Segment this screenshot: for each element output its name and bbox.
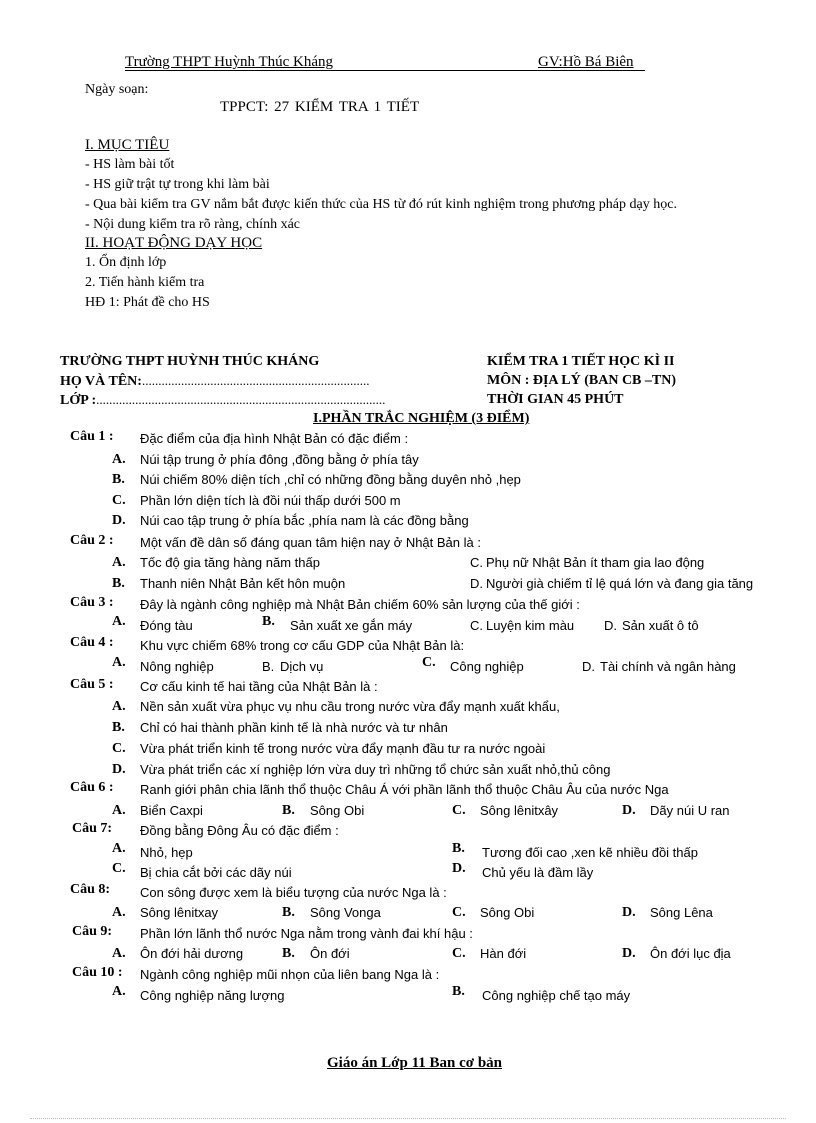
option-letter: B. bbox=[282, 946, 295, 961]
option-letter: A. bbox=[112, 614, 126, 629]
question-text: Đặc điểm của địa hình Nhật Bản có đặc điểm : bbox=[140, 431, 409, 446]
option-text: Sản xuất xe gắn máy bbox=[290, 618, 413, 633]
option-text: Ôn đới bbox=[310, 946, 350, 961]
option-text: Núi tập trung ở phía đông ,đồng bằng ở phía tây bbox=[140, 452, 419, 467]
option-text: Phần lớn diện tích là đồi núi thấp dưới 500 m bbox=[140, 493, 401, 508]
exam-school: TRƯỜNG THPT HUỲNH THÚC KHÁNG bbox=[60, 354, 320, 369]
question-text: Ranh giới phân chia lãnh thổ thuộc Châu Á với phần lãnh thổ thuộc Châu Âu của nước Nga bbox=[140, 782, 669, 797]
option-text: Bị chia cắt bởi các dãy núi bbox=[140, 865, 292, 880]
option-letter: C. bbox=[112, 493, 126, 508]
lesson-title: TPPCT: 27 KIỂM TRA 1 TIẾT bbox=[220, 99, 420, 115]
exam-time: THỜI GIAN 45 PHÚT bbox=[487, 392, 624, 407]
question-text: Khu vực chiếm 68% trong cơ cấu GDP của Nhật Bản là: bbox=[140, 638, 465, 653]
question-label: Câu 10 : bbox=[72, 965, 123, 980]
option-letter: B. bbox=[282, 905, 295, 920]
section1-item: - HS giữ trật tự trong khi làm bài bbox=[85, 177, 270, 192]
prep-date-label: Ngày soạn: bbox=[85, 82, 149, 97]
exam-title: KIỂM TRA 1 TIẾT HỌC KÌ II bbox=[487, 354, 675, 369]
option-text: Núi chiếm 80% diện tích ,chỉ có những đồng bằng duyên nhỏ ,hẹp bbox=[140, 472, 521, 487]
option-text: Sông lênitxay bbox=[140, 905, 219, 920]
question-label: Câu 9: bbox=[72, 924, 113, 939]
option-letter: A. bbox=[112, 555, 126, 570]
option-text: Biển Caxpi bbox=[140, 803, 203, 818]
option-letter: D. bbox=[470, 576, 483, 591]
option-text: Sông Lêna bbox=[650, 905, 713, 920]
option-letter: A. bbox=[112, 946, 126, 961]
option-letter: B. bbox=[452, 841, 465, 856]
section2-heading: II. HOẠT ĐỘNG DẠY HỌC bbox=[85, 235, 263, 251]
option-text: Tương đối cao ,xen kẽ nhiều đồi thấp bbox=[482, 845, 698, 860]
question-label: Câu 3 : bbox=[70, 595, 114, 610]
option-letter: D. bbox=[582, 659, 595, 674]
option-text: Chủ yếu là đầm lầy bbox=[482, 865, 594, 880]
option-text: Hàn đới bbox=[480, 946, 527, 961]
option-letter: B. bbox=[112, 720, 125, 735]
option-text: Công nghiệp bbox=[450, 659, 524, 674]
option-text: Sông lênitxây bbox=[480, 803, 559, 818]
question-text: Đồng bằng Đông Âu có đặc điểm : bbox=[140, 823, 339, 838]
option-letter: C. bbox=[452, 946, 466, 961]
section1-item: - Nội dung kiểm tra rõ ràng, chính xác bbox=[85, 217, 300, 232]
option-text: Sông Vonga bbox=[310, 905, 381, 920]
option-letter: A. bbox=[112, 655, 126, 670]
option-letter: D. bbox=[622, 946, 636, 961]
option-letter: D. bbox=[622, 803, 636, 818]
section1-heading: I. MỤC TIÊU bbox=[85, 137, 170, 153]
section2-item: 1. Ổn định lớp bbox=[85, 255, 167, 270]
option-letter: C. bbox=[112, 861, 126, 876]
option-letter: A. bbox=[112, 699, 126, 714]
option-letter: D. bbox=[452, 861, 466, 876]
option-letter: B. bbox=[262, 614, 275, 629]
question-label: Câu 4 : bbox=[70, 635, 114, 650]
option-letter: C. bbox=[112, 741, 126, 756]
name-blank: ...................................................................... bbox=[141, 373, 370, 388]
exam-subject: MÔN : ĐỊA LÝ (BAN CB –TN) bbox=[487, 373, 676, 388]
option-letter: A. bbox=[112, 984, 126, 999]
question-label: Câu 1 : bbox=[70, 429, 114, 444]
option-letter: D. bbox=[604, 618, 617, 633]
option-text: Dịch vụ bbox=[280, 659, 324, 674]
section1-item: - HS làm bài tốt bbox=[85, 157, 175, 172]
option-letter: A. bbox=[112, 841, 126, 856]
option-letter: C. bbox=[452, 803, 466, 818]
option-letter: C. bbox=[470, 618, 483, 633]
option-text: Luyện kim màu bbox=[486, 618, 575, 633]
question-label: Câu 6 : bbox=[70, 780, 114, 795]
option-text: Ôn đới hải dương bbox=[140, 946, 244, 961]
question-text: Ngành công nghiệp mũi nhọn của liên bang Nga là : bbox=[140, 967, 440, 982]
option-text: Công nghiệp năng lượng bbox=[140, 988, 285, 1003]
question-label: Câu 8: bbox=[70, 882, 111, 897]
question-text: Một vấn đề dân số đáng quan tâm hiện nay ở Nhật Bản là : bbox=[140, 535, 481, 550]
option-text: Công nghiệp chế tạo máy bbox=[482, 988, 631, 1003]
option-letter: C. bbox=[422, 655, 436, 670]
option-text: Chỉ có hai thành phần kinh tế là nhà nước và tư nhân bbox=[140, 720, 448, 735]
option-text: Ôn đới lục địa bbox=[650, 946, 731, 961]
option-text: Đóng tàu bbox=[140, 618, 193, 633]
exam-class-label: LỚP :......................................................................................... bbox=[60, 392, 386, 408]
option-text: Dãy núi U ran bbox=[650, 803, 730, 818]
option-letter: B. bbox=[452, 984, 465, 999]
option-letter: D. bbox=[112, 513, 126, 528]
option-text: Tài chính và ngân hàng bbox=[600, 659, 736, 674]
option-text: Người già chiếm tỉ lệ quá lớn và đang gia tăng bbox=[486, 576, 754, 591]
option-text: Sản xuất ô tô bbox=[622, 618, 699, 633]
option-text: Nông nghiệp bbox=[140, 659, 214, 674]
option-letter: C. bbox=[452, 905, 466, 920]
question-label: Câu 7: bbox=[72, 821, 113, 836]
section2-item: 2. Tiến hành kiểm tra bbox=[85, 275, 205, 290]
question-text: Con sông được xem là biểu tượng của nước Nga là : bbox=[140, 885, 447, 900]
option-letter: A. bbox=[112, 905, 126, 920]
option-text: Nền sản xuất vừa phục vụ nhu cầu trong nước vừa đẩy mạnh xuất khẩu, bbox=[140, 699, 560, 714]
option-text: Phụ nữ Nhật Bản ít tham gia lao động bbox=[486, 555, 705, 570]
question-label: Câu 2 : bbox=[70, 533, 114, 548]
question-label: Câu 5 : bbox=[70, 677, 114, 692]
option-text: Sông Obi bbox=[310, 803, 365, 818]
page-bottom-rule bbox=[30, 1118, 786, 1119]
header-school: Trường THPT Huỳnh Thúc Kháng bbox=[125, 54, 334, 70]
option-text: Thanh niên Nhật Bản kết hôn muộn bbox=[140, 576, 346, 591]
section2-item: HĐ 1: Phát đề cho HS bbox=[85, 295, 210, 310]
header-rule bbox=[125, 70, 645, 71]
option-text: Vừa phát triển các xí nghiệp lớn vừa duy trì những tổ chức sản xuất nhỏ,thủ công bbox=[140, 762, 611, 777]
option-text: Vừa phát triển kinh tế trong nước vừa đẩy mạnh đầu tư ra nước ngoài bbox=[140, 741, 546, 756]
section1-item: - Qua bài kiểm tra GV nắm bắt được kiến thức của HS từ đó rút kinh nghiệm trong phương pháp dạy học. bbox=[85, 197, 677, 212]
option-letter: A. bbox=[112, 452, 126, 467]
option-letter: B. bbox=[262, 659, 275, 674]
option-text: Tốc độ gia tăng hàng năm thấp bbox=[140, 555, 320, 570]
class-blank: ......................................................................................... bbox=[96, 392, 386, 407]
option-letter: B. bbox=[112, 576, 125, 591]
option-letter: B. bbox=[112, 472, 125, 487]
option-text: Sông Obi bbox=[480, 905, 535, 920]
option-letter: B. bbox=[282, 803, 295, 818]
exam-name-label: HỌ VÀ TÊN:...................................................................... bbox=[60, 373, 370, 389]
question-text: Đây là ngành công nghiệp mà Nhật Bản chiếm 60% sản lượng của thế giới : bbox=[140, 597, 580, 612]
option-text: Núi cao tập trung ở phía bắc ,phía nam là các đồng bằng bbox=[140, 513, 469, 528]
question-text: Phần lớn lãnh thổ nước Nga nằm trong vành đai khí hậu : bbox=[140, 926, 473, 941]
page-footer: Giáo án Lớp 11 Ban cơ bản bbox=[327, 1055, 502, 1071]
header-teacher: GV:Hồ Bá Biên bbox=[538, 54, 634, 70]
part1-heading: I.PHẦN TRẮC NGHIỆM (3 ĐIỂM) bbox=[313, 411, 530, 426]
option-letter: C. bbox=[470, 555, 483, 570]
option-letter: D. bbox=[622, 905, 636, 920]
option-text: Nhỏ, hẹp bbox=[140, 845, 193, 860]
question-text: Cơ cấu kinh tế hai tầng của Nhật Bản là : bbox=[140, 679, 378, 694]
option-letter: D. bbox=[112, 762, 126, 777]
option-letter: A. bbox=[112, 803, 126, 818]
